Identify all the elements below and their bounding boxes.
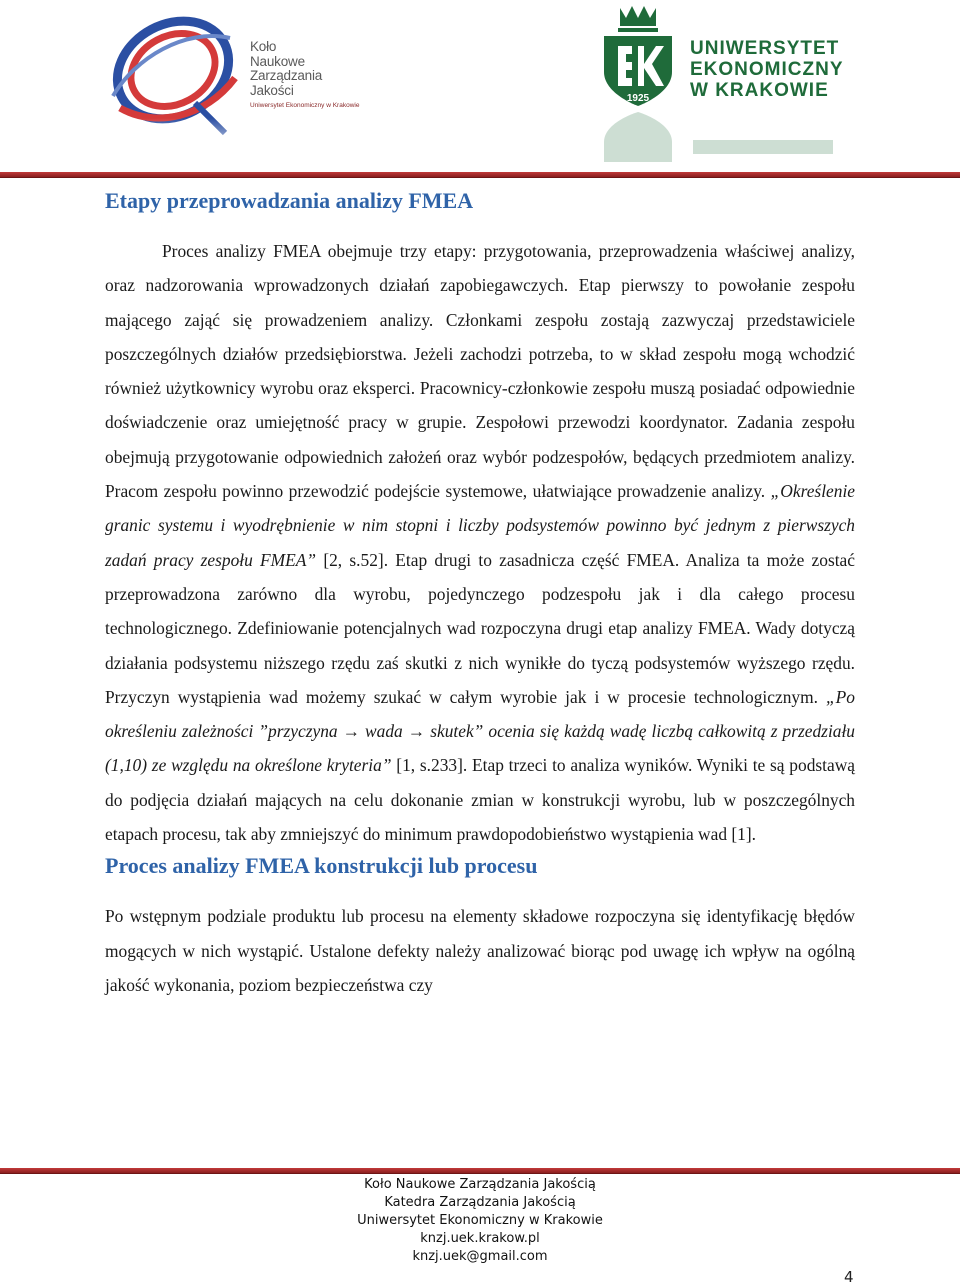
uek-logo-reflection-icon bbox=[598, 112, 898, 162]
uek-year: 1925 bbox=[626, 93, 650, 104]
header-divider bbox=[0, 172, 960, 178]
uek-logo-line: W KRAKOWIE bbox=[690, 80, 829, 101]
knzj-logo-line: Naukowe bbox=[250, 53, 305, 69]
uek-crest-icon bbox=[598, 2, 678, 112]
quote-text: „Po określeniu zależności ”przyczyna → wada → skutek” ocenia się każdą wadę liczbą całkowitą z przedziału (1,10) ze względu na określone kryteria” bbox=[105, 686, 855, 776]
document-body bbox=[105, 186, 855, 1002]
paragraph-text: [1, s.233]. Etap trzeci to analiza wyników. Wyniki te są podstawą do podjęcia działań mających na celu dokonanie zmian w konstrukcji wyrobu, lub w poszczególnych etapach procesu, tak aby zmniejszyć do minimum prawdopodobieństwo wystąpienia wad [1]. bbox=[105, 755, 855, 845]
page-header bbox=[0, 0, 960, 180]
section-title-stages: Etapy przeprowadzania analizy FMEA bbox=[105, 188, 474, 213]
footer-line-org: Koło Naukowe Zarządzania Jakością bbox=[364, 1177, 596, 1192]
footer-divider bbox=[0, 1168, 960, 1174]
paragraph-container bbox=[105, 234, 855, 851]
page-number: 4 bbox=[844, 1268, 854, 1286]
paragraph-process: Po wstępnym podziale produktu lub procesu na elementy składowe rozpoczyna się identyfikację błędów mogących w nich wystąpić. Ustalone defekty należy analizować biorąc pod uwagę ich wpływ na ogólną jakość wykonania, poziom bezpieczeństwa czy bbox=[105, 906, 855, 995]
section-title-process: Proces analizy FMEA konstrukcji lub procesu bbox=[105, 853, 538, 879]
paragraph-stages bbox=[105, 234, 855, 851]
footer-line-department: Katedra Zarządzania Jakością bbox=[384, 1195, 576, 1210]
uek-logo-text bbox=[690, 38, 844, 101]
knzj-logo-subtitle: Uniwersytet Ekonomiczny w Krakowie bbox=[250, 102, 360, 109]
knzj-logo-line: Zarządzania bbox=[250, 68, 323, 83]
knzj-logo-line: Koło bbox=[250, 39, 277, 54]
knzj-logo-line: Jakości bbox=[250, 82, 294, 98]
uek-logo-line: UNIWERSYTET bbox=[690, 38, 840, 59]
paragraph-text: Proces analizy FMEA obejmuje trzy etapy: przygotowania, przeprowadzenia właściwej analizy, oraz nadzorowania wprowadzonych działań zapobiegawczych. Etap pierwszy to powołanie zespołu mającego zająć się prowadzeniem analizy. Członkami zespołu zostają zazwyczaj przedstawiciele poszczególnych działów przedsiębiorstwa. Jeżeli zachodzi potrzeba, to w skład zespołu mogą wchodzić również użytkownicy wyrobu oraz eksperci. Pracownicy-członkowie zespołu muszą posiadać odpowiednie doświadczenie oraz umiejętność pracy w grupie. Zespołowi przewodzi koordynator. Zadania zespołu obejmują przygotowanie odpowiednich założeń oraz wybór podzespołów, będących przedmiotem analizy. Pracom zespołu powinno przewodzić podejście systemowe, ułatwiające prowadzenie analizy. bbox=[105, 241, 855, 502]
knzj-logo-text bbox=[250, 40, 359, 109]
paragraph-container bbox=[105, 899, 855, 1002]
page-footer bbox=[0, 1176, 960, 1266]
footer-line-website: knzj.uek.krakow.pl bbox=[420, 1231, 540, 1246]
quote-text: „Określenie granic systemu i wyodrębnienie w nim stopni i liczby podsystemów powinno być jednym z pierwszych zadań pracy zespołu FMEA” bbox=[105, 481, 855, 570]
uek-logo-line: EKONOMICZNY bbox=[690, 59, 844, 80]
footer-line-university: Uniwersytet Ekonomiczny w Krakowie bbox=[357, 1213, 603, 1228]
footer-line-email: knzj.uek@gmail.com bbox=[412, 1249, 548, 1264]
paragraph-text: [2, s.52]. Etap drugi to zasadnicza część FMEA. Analiza ta może zostać przeprowadzona zarówno dla wyrobu, pojedynczego podzespołu jak i dla całego procesu technologicznego. Zdefiniowanie potencjalnych wad rozpoczyna drugi etap analizy FMEA. Wady dotyczą działania podsystemu niższego rzędu zaś skutki z nich wynikłe do tyczą podsystemów wyższego rzędu. Przyczyn wystąpienia wad możemy szukać w całym wyrobie jak i w procesie technologicznym. bbox=[105, 549, 855, 707]
